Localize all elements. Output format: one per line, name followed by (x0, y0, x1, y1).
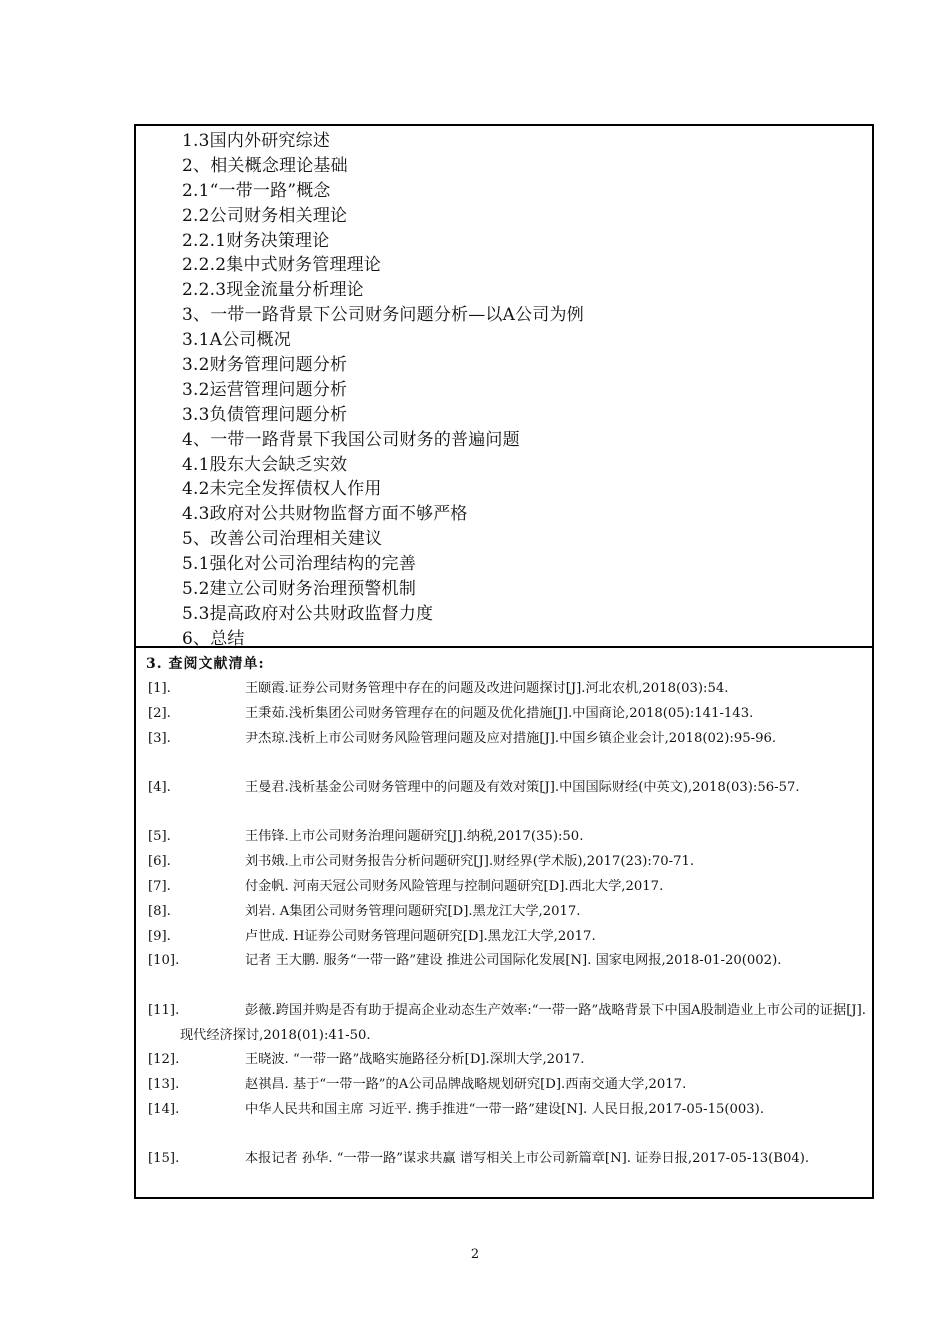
reference-item (148, 900, 866, 925)
outline-item: 4.2未完全发挥债权人作用 (182, 479, 382, 500)
outline-item: 1.3国内外研究综述 (182, 131, 331, 151)
reference-text: 王颐霞.证券公司财务管理中存在的问题及改进问题探讨[J].河北农机,2018(03):54. (245, 681, 729, 696)
outline-item: 4.3政府对公共财物监督方面不够严格 (182, 504, 468, 525)
reference-number: [2]. (148, 706, 171, 721)
reference-text: 卢世成. H证券公司财务管理问题研究[D].黑龙江大学,2017. (245, 929, 596, 944)
page-number: 2 (470, 1247, 480, 1262)
reference-item (148, 1048, 866, 1073)
outline-item: 5、改善公司治理相关建议 (182, 529, 383, 550)
reference-item (148, 850, 866, 875)
reference-text: 赵祺昌. 基于“一带一路”的A公司品牌战略规划研究[D].西南交通大学,2017. (245, 1077, 687, 1092)
reference-number: [12]. (148, 1052, 180, 1067)
reference-number: [7]. (148, 879, 171, 894)
reference-item (148, 1098, 866, 1123)
reference-text: 王伟锋.上市公司财务治理问题研究[J].纳税,2017(35):50. (245, 829, 584, 844)
reference-number: [11]. (148, 1003, 180, 1018)
reference-text: 中华人民共和国主席 习近平. 携手推进“一带一路”建设[N]. 人民日报,2017-05-15(003). (245, 1102, 765, 1117)
reference-number: [1]. (148, 681, 171, 696)
outline-item: 5.3提高政府对公共财政监督力度 (182, 603, 434, 624)
reference-number: [10]. (148, 953, 180, 968)
reference-number: [4]. (148, 780, 171, 795)
outline-list (182, 129, 584, 652)
outline-item: 2.1“一带一路”概念 (182, 180, 331, 201)
reference-item (148, 1147, 866, 1172)
reference-number: [3]. (148, 731, 171, 746)
reference-number: [13]. (148, 1077, 180, 1092)
outline-item: 3.2财务管理问题分析 (182, 355, 348, 376)
reference-number: [5]. (148, 829, 171, 844)
reference-number: [6]. (148, 854, 171, 869)
references-section (134, 646, 874, 1199)
outline-item: 2.2公司财务相关理论 (182, 205, 348, 226)
reference-item (148, 925, 866, 950)
reference-text: 王秉茹.浅析集团公司财务管理存在的问题及优化措施[J].中国商论,2018(05):141-143. (245, 706, 754, 721)
outline-item: 2.2.1财务决策理论 (182, 230, 330, 251)
outline-item: 5.2建立公司财务治理预警机制 (182, 579, 417, 600)
outline-item: 3.3负债管理问题分析 (182, 404, 348, 425)
reference-text: 王曼君.浅析基金公司财务管理中的问题及有效对策[J].中国国际财经(中英文),2018(03):56-57. (245, 780, 800, 795)
reference-text: 本报记者 孙华. “一带一路”谋求共赢 谱写相关上市公司新篇章[N]. 证券日报,2017-05-13(B04). (245, 1151, 810, 1166)
reference-text: 彭薇.跨国并购是否有助于提高企业动态生产效率:“一带一路”战略背景下中国A股制造业上市公司的证据[J].现代经济探讨,2018(01):41-50. (180, 1003, 866, 1043)
outline-item: 3.2运营管理问题分析 (182, 379, 348, 400)
reference-text: 尹杰琼.浅析上市公司财务风险管理问题及应对措施[J].中国乡镇企业会计,2018(02):95-96. (245, 731, 777, 746)
outline-item: 3、一带一路背景下公司财务问题分析—以A公司为例 (182, 305, 584, 326)
reference-item (148, 677, 866, 702)
reference-number: [9]. (148, 929, 171, 944)
reference-item (148, 825, 866, 850)
outline-item: 5.1强化对公司治理结构的完善 (182, 554, 417, 575)
outline-item: 4.1股东大会缺乏实效 (182, 454, 348, 475)
reference-number: [15]. (148, 1151, 180, 1166)
reference-number: [8]. (148, 904, 171, 919)
reference-item (148, 949, 866, 974)
reference-item (148, 702, 866, 727)
reference-item (148, 999, 866, 1048)
reference-text: 刘岩. A集团公司财务管理问题研究[D].黑龙江大学,2017. (245, 904, 581, 919)
reference-text: 王晓波. “一带一路”战略实施路径分析[D].深圳大学,2017. (245, 1052, 585, 1067)
reference-item (148, 875, 866, 900)
outline-item: 4、一带一路背景下我国公司财务的普遍问题 (182, 429, 520, 450)
reference-text: 刘书娥.上市公司财务报告分析问题研究[J].财经界(学术版),2017(23):70-71. (245, 854, 695, 869)
reference-item (148, 776, 866, 801)
reference-text: 付金帆. 河南天冠公司财务风险管理与控制问题研究[D].西北大学,2017. (245, 879, 664, 894)
outline-item: 2.2.3现金流量分析理论 (182, 280, 364, 301)
outline-item: 6、总结 (182, 628, 245, 649)
outline-section (134, 124, 874, 649)
outline-item: 3.1A公司概况 (182, 330, 291, 351)
reference-number: [14]. (148, 1102, 180, 1117)
outline-item: 2.2.2集中式财务管理理论 (182, 255, 382, 276)
reference-item (148, 727, 866, 752)
reference-item (148, 1073, 866, 1098)
references-heading: 3. 查阅文献清单: (146, 656, 265, 672)
reference-text: 记者 王大鹏. 服务“一带一路”建设 推进公司国际化发展[N]. 国家电网报,2018-01-20(002). (245, 953, 782, 968)
outline-item: 2、相关概念理论基础 (182, 155, 348, 176)
